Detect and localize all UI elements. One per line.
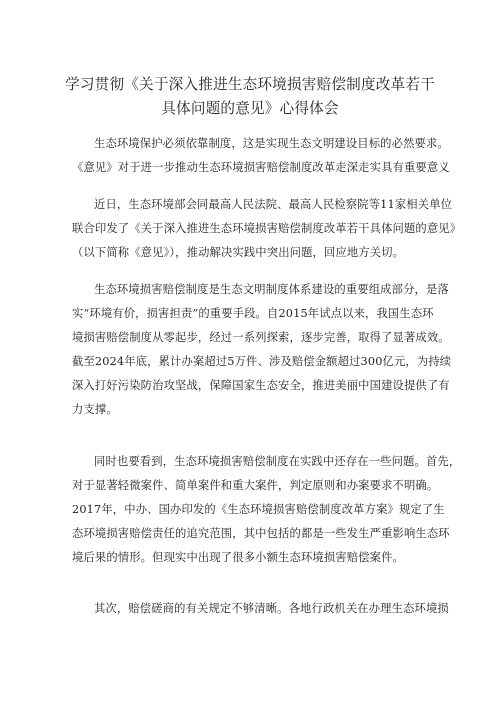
paragraph-3-line-6: 力支撑。 [72, 403, 118, 416]
document-title-line-2: 具体问题的意见》心得体会 [161, 100, 339, 117]
paragraph-3-line-4: 截至2024年底，累计办案超过5万件、涉及赔偿金额超过300亿元，为持续 [72, 355, 452, 368]
paragraph-2-line-1: 近日，生态环境部会同最高人民法院、最高人民检察院等11家相关单位 [94, 198, 453, 211]
document-title-line-1: 学习贯彻《关于深入推进生态环境损害赔偿制度改革若干 [65, 76, 435, 93]
paragraph-3-line-3: 境损害赔偿制度从零起步，经过一系列探索，逐步完善，取得了显著成效。 [72, 331, 450, 344]
paragraph-3-line-5: 深入打好污染防治攻坚战，保障国家生态安全，推进美丽中国建设提供了有 [72, 379, 450, 392]
paragraph-4-line-4: 态环境损害赔偿责任的追究范围，其中包括的都是一些发生严重影响生态环 [72, 527, 450, 540]
paragraph-4-line-2: 对于显著轻微案件、简单案件和重大案件，判定原则和办案要求不明确。 [72, 479, 439, 492]
paragraph-4-line-3: 2017年，中办、国办印发的《生态环境损害赔偿制度改革方案》规定了生 [72, 503, 445, 516]
paragraph-1-line-1: 生态环境保护必须依靠制度，这是实现生态文明建设目标的必然要求。 [94, 137, 449, 150]
paragraph-3-line-2: 实“环境有价，损害担责”的重要手段。自2015年试点以来，我国生态环 [72, 307, 434, 320]
paragraph-3-line-1: 生态环境损害赔偿制度是生态文明制度体系建设的重要组成部分，是落 [94, 283, 449, 296]
paragraph-2-line-3: （以下简称《意见》），推动解决实践中突出问题，回应地方关切。 [72, 246, 405, 259]
paragraph-4-line-1: 同时也要看到，生态环境损害赔偿制度在实践中还存在一些问题。首先， [94, 455, 461, 468]
paragraph-1-line-2: 《意见》对于进一步推动生态环境损害赔偿制度改革走深走实具有重要意义 [72, 161, 450, 174]
paragraph-2-line-2: 联合印发了《关于深入推进生态环境损害赔偿制度改革若干具体问题的意见》 [72, 222, 462, 235]
paragraph-5-line-1: 其次，赔偿磋商的有关规定不够清晰。各地行政机关在办理生态环境损 [94, 602, 449, 615]
paragraph-4-line-5: 境后果的情形。但现实中出现了很多小额生态环境损害赔偿案件。 [72, 551, 404, 564]
